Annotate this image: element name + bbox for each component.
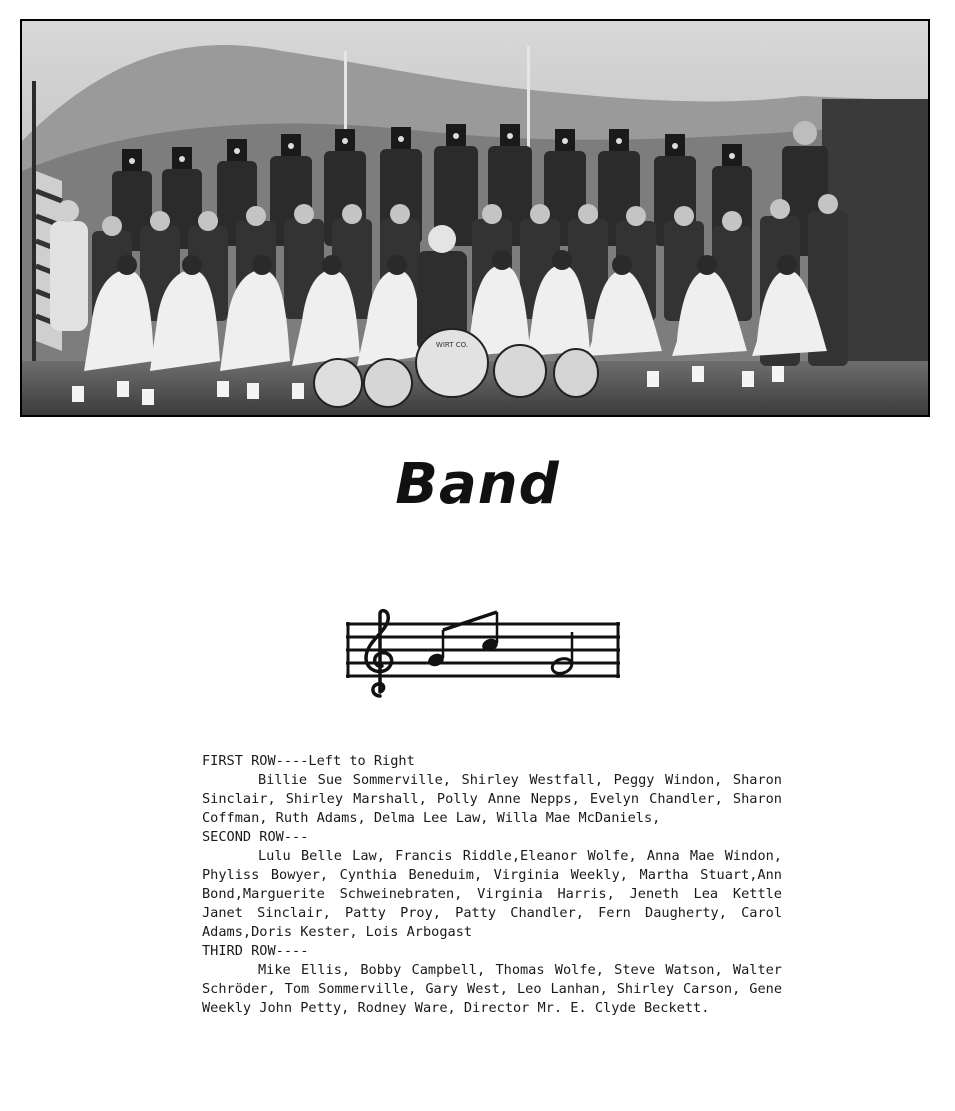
second-row-heading: SECOND ROW--- [202,829,309,845]
drum-label: WIRT CO. [435,341,469,349]
third-row-heading: THIRD ROW---- [202,943,309,959]
third-row-names: Mike Ellis, Bobby Campbell, Thomas Wolfe, Steve Watson, Walter Schröder, Tom Sommerville, Gary West, Leo Lanhan, Shirley Carson, Gene Weekly John Petty, Rodney Ware, Director Mr. E. Clyde Beckett. [202,962,782,1016]
band-roster [202,752,782,1018]
page-title: Band [395,452,560,517]
first-row-heading: FIRST ROW----Left to Right [202,753,415,769]
second-row-names: Lulu Belle Law, Francis Riddle,Eleanor Wolfe, Anna Mae Windon, Phyliss Bowyer, Cynthia Beneduim, Virginia Weekly, Martha Stuart,Ann Bond,Marguerite Schweinebraten, Virginia Harris, Jeneth Lea Kettle Janet Sinclair, Patty Proy, Patty Chandler, Fern Daugherty, Carol Adams,Doris Kester, Lois Arbogast [202,848,782,940]
first-row-names: Billie Sue Sommerville, Shirley Westfall, Peggy Windon, Sharon Sinclair, Shirley Marshall, Polly Anne Nepps, Evelyn Chandler, Sharon Coffman, Ruth Adams, Delma Lee Law, Willa Mae McDaniels, [202,772,782,826]
musical-staff-icon [344,606,624,698]
band-group-photo [20,19,930,417]
